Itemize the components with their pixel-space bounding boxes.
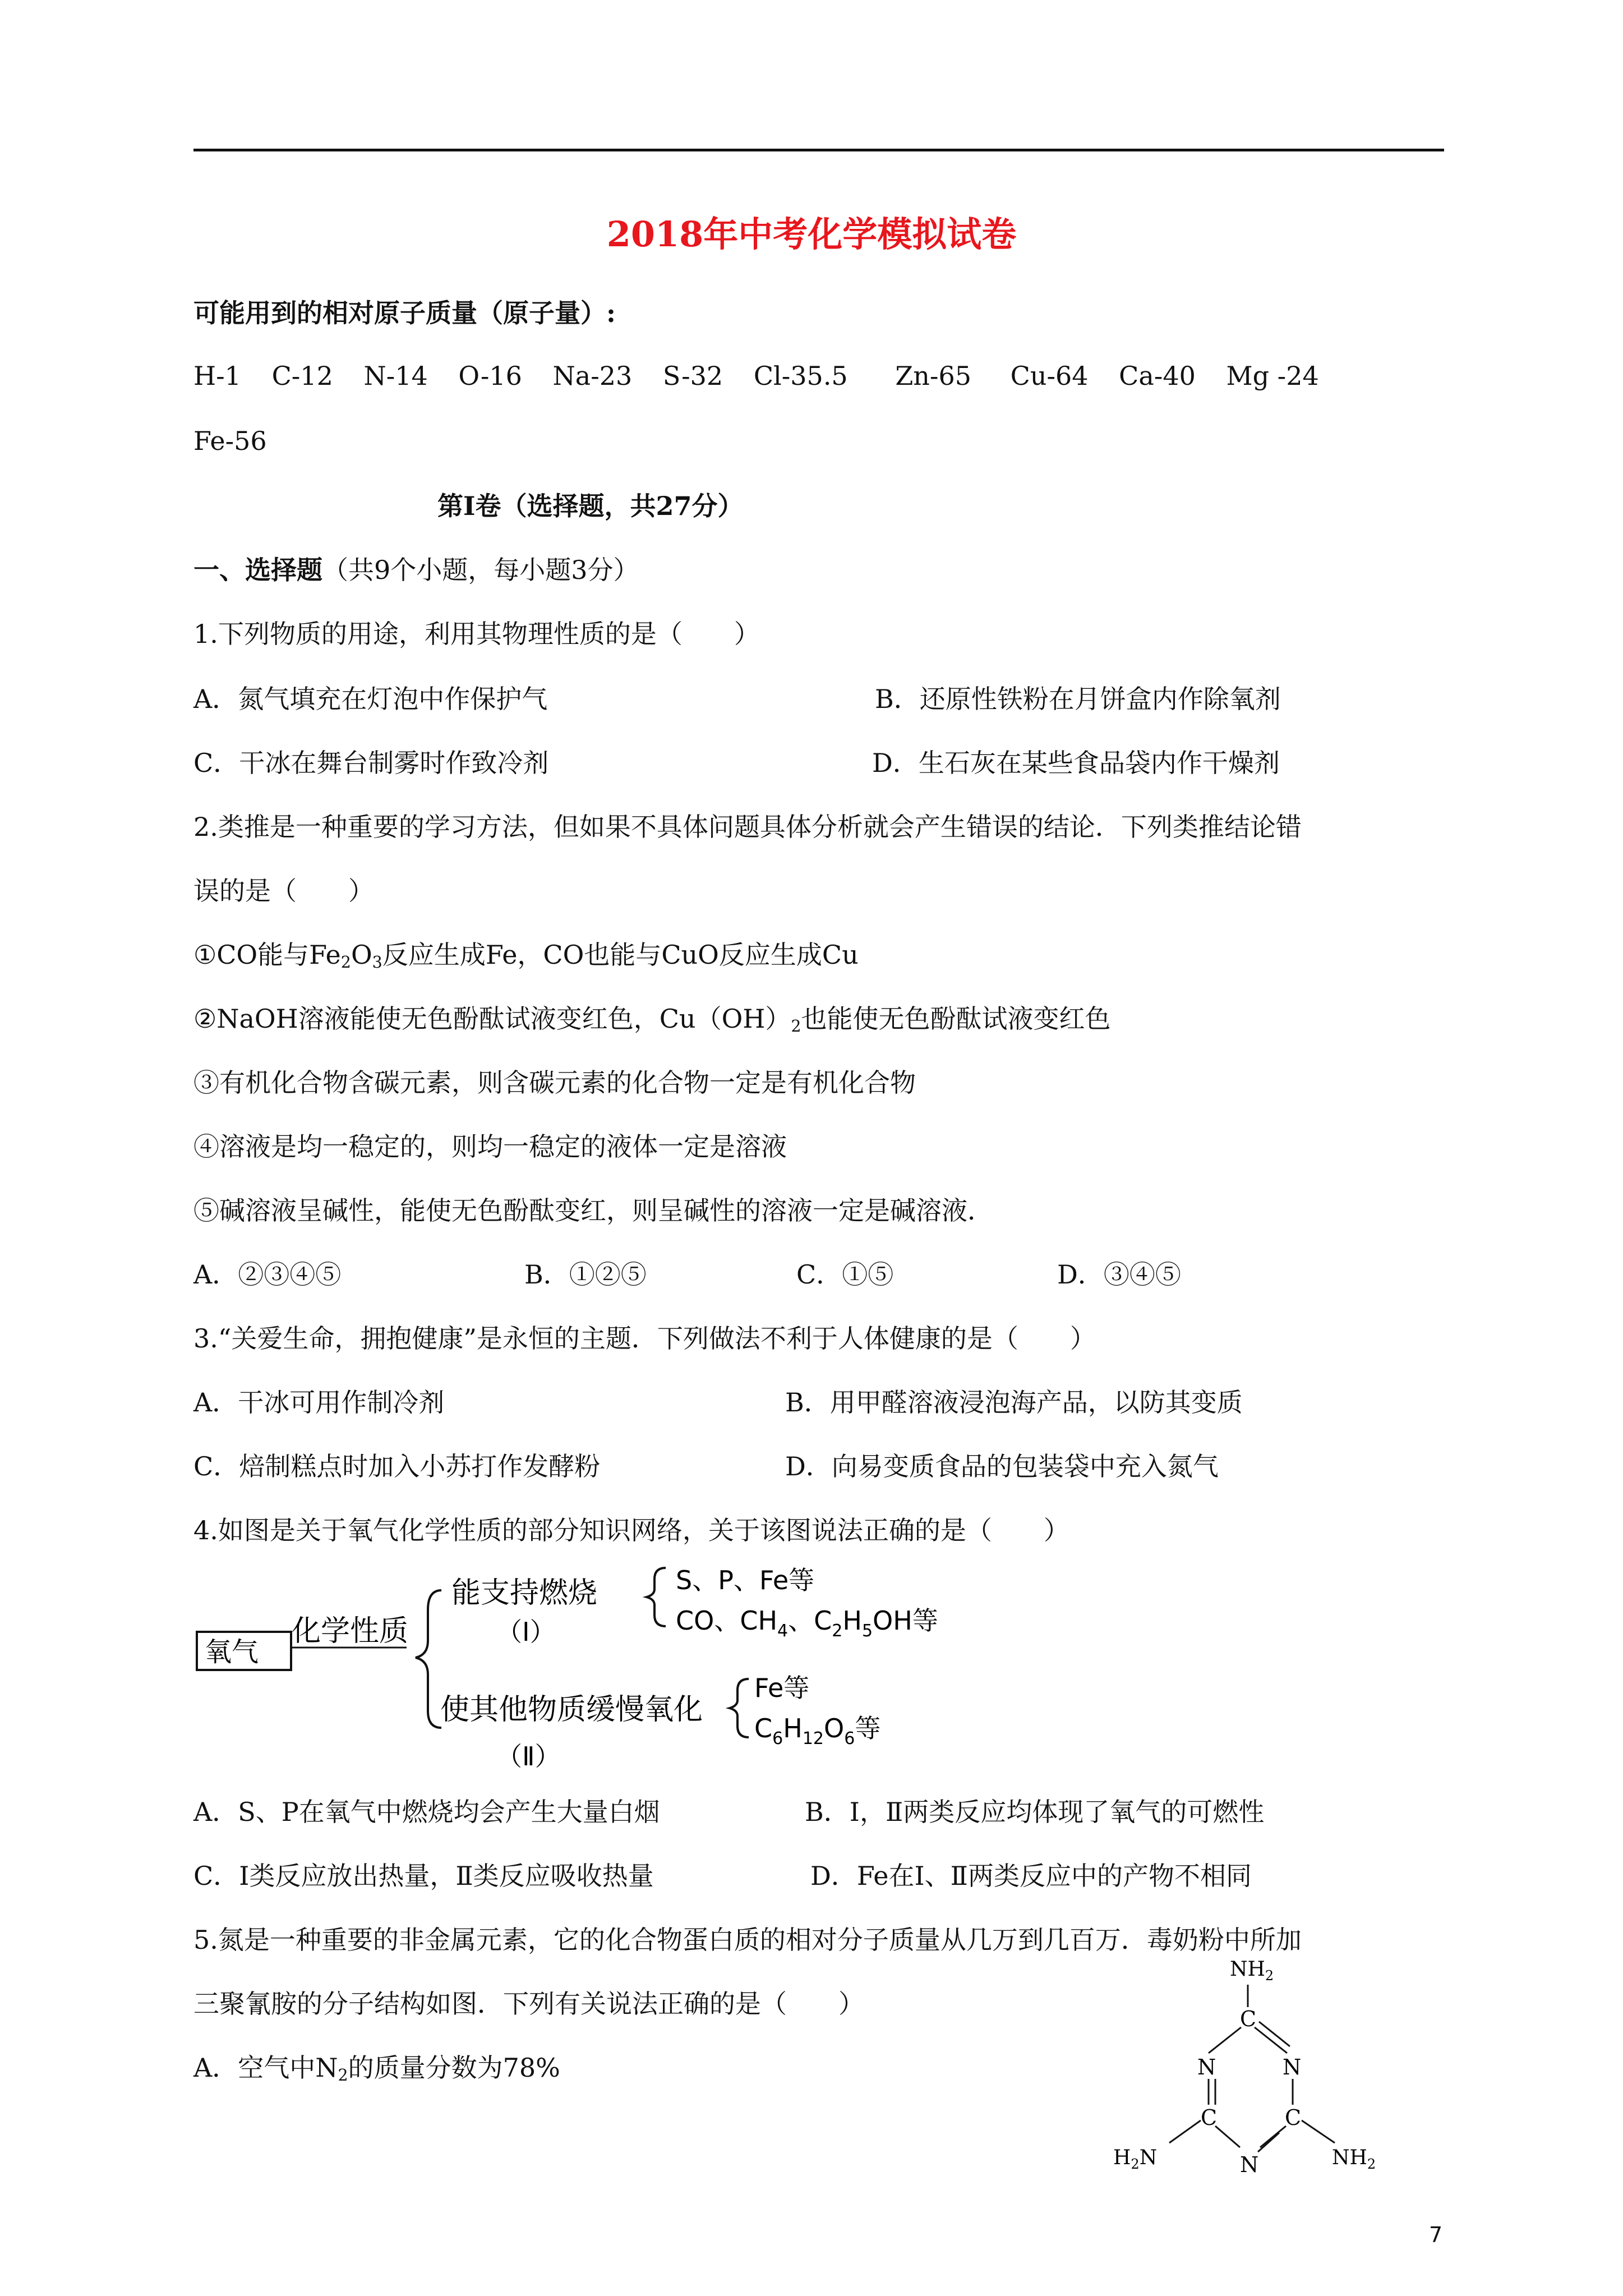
q3-option-b: B．用甲醛溶液浸泡海产品，以防其变质 (785, 1387, 1243, 1418)
q2-statement-4: ④溶液是均一稳定的，则均一稳定的液体一定是溶液 (193, 1131, 787, 1162)
atom-n-left: N (1197, 2055, 1216, 2079)
header-rule (193, 149, 1444, 151)
subscript: 12 (802, 1729, 824, 1749)
bond (1258, 2133, 1279, 2152)
melamine-structure (1108, 1952, 1455, 2216)
text: H (842, 1605, 862, 1636)
bond (1215, 2126, 1240, 2147)
bond (1209, 2027, 1241, 2053)
bond (1260, 2126, 1286, 2147)
atomic-mass-heading: 可能用到的相对原子质量（原子量）: (193, 298, 616, 328)
subscript: 5 (861, 1621, 873, 1641)
q2-statement-2 (193, 1002, 1111, 1036)
text: O (824, 1713, 845, 1743)
text: 、C (788, 1605, 832, 1636)
atomic-mass-list (193, 359, 1341, 393)
mass-item: Cu-64 (1010, 361, 1089, 391)
subscript: 2 (340, 953, 351, 972)
atom-c-right: C (1285, 2105, 1302, 2130)
text: 等 (855, 1713, 881, 1743)
slow-oxidation-label: 使其他物质缓慢氧化 (440, 1693, 703, 1727)
part1-heading: 第Ⅰ卷（选择题，共27分） (437, 491, 744, 521)
q4-option-c: C．Ⅰ类反应放出热量，Ⅱ类反应吸收热量 (193, 1861, 654, 1891)
text: OH等 (873, 1605, 938, 1636)
reaction1-b (676, 1605, 938, 1641)
text: 的质量分数为78% (348, 2053, 560, 2083)
q2-stem-line1: 2.类推是一种重要的学习方法，但如果不具体问题具体分析就会产生错误的结论．下列类推结论错 (193, 812, 1302, 842)
text: ②NaOH溶液能使无色酚酞试液变红色，Cu（OH） (193, 1004, 791, 1034)
page-number: 7 (1429, 2223, 1443, 2247)
mass-item: Mg -24 (1226, 361, 1319, 391)
q4-option-b: B．Ⅰ，Ⅱ两类反应均体现了氧气的可燃性 (805, 1797, 1265, 1827)
atom-c-left: C (1201, 2105, 1218, 2130)
text: O (351, 940, 372, 970)
subscript: 2 (1131, 2156, 1140, 2172)
text: C (754, 1713, 773, 1743)
q2-option-d: D．③④⑤ (1057, 1259, 1181, 1290)
mass-item: Zn-65 (895, 361, 971, 391)
subscript: 6 (844, 1729, 855, 1749)
q3-option-a: A．干冰可用作制冷剂 (193, 1387, 445, 1418)
text: H (1113, 2146, 1131, 2169)
bond (1169, 2120, 1201, 2143)
q5-stem-line2: 三聚氰胺的分子结构如图．下列有关说法正确的是（ ） (193, 1989, 864, 2019)
atom-n-right: N (1283, 2055, 1302, 2079)
q1-option-b: B．还原性铁粉在月饼盒内作除氧剂 (875, 684, 1281, 714)
atom-n-bottom: N (1240, 2152, 1259, 2177)
text: N (1139, 2146, 1158, 2169)
type1-label: （Ⅰ） (496, 1617, 556, 1647)
mass-item: O-16 (458, 361, 522, 391)
q1-option-d: D．生石灰在某些食品袋内作干燥剂 (872, 748, 1280, 778)
mass-item: Ca-40 (1119, 361, 1196, 391)
subscript: 2 (1367, 2156, 1376, 2172)
atom-c-top: C (1240, 2007, 1257, 2031)
q3-stem: 3.“关爱生命，拥抱健康”是永恒的主题．下列做法不利于人体健康的是（ ） (193, 1323, 1096, 1354)
main-brace (416, 1590, 441, 1728)
subscript: 3 (372, 953, 382, 972)
oxygen-label: 氧气 (205, 1636, 259, 1668)
text: NH (1332, 2146, 1367, 2169)
q5-option-a (193, 2051, 560, 2085)
q2-statement-3: ③有机化合物含碳元素，则含碳元素的化合物一定是有机化合物 (193, 1068, 916, 1098)
text: ①CO能与Fe (193, 940, 341, 970)
q2-option-a: A．②③④⑤ (193, 1259, 342, 1290)
text: CO、CH (676, 1605, 778, 1636)
q2-statement-5: ⑤碱溶液呈碱性，能使无色酚酞变红，则呈碱性的溶液一定是碱溶液． (193, 1195, 993, 1226)
left-h2n (1113, 2146, 1157, 2172)
section1-note: （共9个小题，每小题3分） (322, 555, 639, 585)
subscript: 2 (791, 1017, 801, 1036)
reaction1-a: S、P、Fe等 (676, 1565, 815, 1595)
bond (1302, 2120, 1335, 2143)
text: H (783, 1713, 803, 1743)
text: 也能使无色酚酞试液变红色 (801, 1004, 1111, 1034)
text: NH (1230, 1958, 1265, 1981)
subscript: 6 (772, 1729, 783, 1749)
subscript: 2 (1265, 1968, 1274, 1984)
page-title: 2018年中考化学模拟试卷 (606, 214, 1017, 255)
mass-item: N-14 (363, 361, 428, 391)
subscript: 4 (777, 1621, 789, 1641)
type2-label: （Ⅱ） (496, 1741, 561, 1772)
q4-option-a: A．S、P在氧气中燃烧均会产生大量白烟 (193, 1797, 660, 1827)
mass-item: S-32 (662, 361, 723, 391)
support-combustion-label: 能支持燃烧 (451, 1576, 598, 1610)
mass-item: Na-23 (552, 361, 633, 391)
top-nh2 (1230, 1958, 1274, 1984)
q2-option-c: C．①⑤ (796, 1259, 894, 1290)
chem-prop-label: 化学性质 (292, 1614, 409, 1648)
subscript: 2 (338, 2066, 348, 2085)
q3-option-d: D．向易变质食品的包装袋中充入氮气 (785, 1451, 1219, 1481)
q1-option-c: C．干冰在舞台制雾时作致冷剂 (193, 748, 549, 778)
section1-label: 一、选择题 (193, 555, 322, 585)
brace-2 (730, 1679, 749, 1737)
q2-statement-1 (193, 938, 859, 972)
mass-item: Cl-35.5 (753, 361, 848, 391)
section1-heading (193, 553, 639, 587)
mass-item: C-12 (271, 361, 333, 391)
reaction2-b (754, 1713, 880, 1749)
mass-item: H-1 (193, 361, 241, 391)
oxygen-knowledge-diagram (193, 1557, 1012, 1792)
atomic-mass-last: Fe-56 (193, 426, 267, 456)
q2-stem-line2: 误的是（ ） (193, 876, 374, 906)
q3-option-c: C．焙制糕点时加入小苏打作发酵粉 (193, 1451, 601, 1481)
subscript: 2 (832, 1621, 843, 1641)
q4-option-d: D．Fe在Ⅰ、Ⅱ两类反应中的产物不相同 (810, 1861, 1252, 1891)
right-nh2 (1332, 2146, 1376, 2172)
q1-option-a: A．氮气填充在灯泡中作保护气 (193, 684, 548, 714)
q4-stem: 4.如图是关于氧气化学性质的部分知识网络，关于该图说法正确的是（ ） (193, 1515, 1069, 1545)
q2-option-b: B．①②⑤ (524, 1259, 647, 1290)
brace-1 (647, 1568, 666, 1626)
q5-stem-line1: 5.氮是一种重要的非金属元素，它的化合物蛋白质的相对分子质量从几万到几百万．毒奶粉中所加 (193, 1925, 1302, 1955)
text: A．空气中N (193, 2053, 338, 2083)
q1-stem: 1.下列物质的用途，利用其物理性质的是（ ） (193, 619, 760, 649)
reaction2-a: Fe等 (754, 1673, 810, 1703)
text: 反应生成Fe，CO也能与CuO反应生成Cu (382, 940, 859, 970)
